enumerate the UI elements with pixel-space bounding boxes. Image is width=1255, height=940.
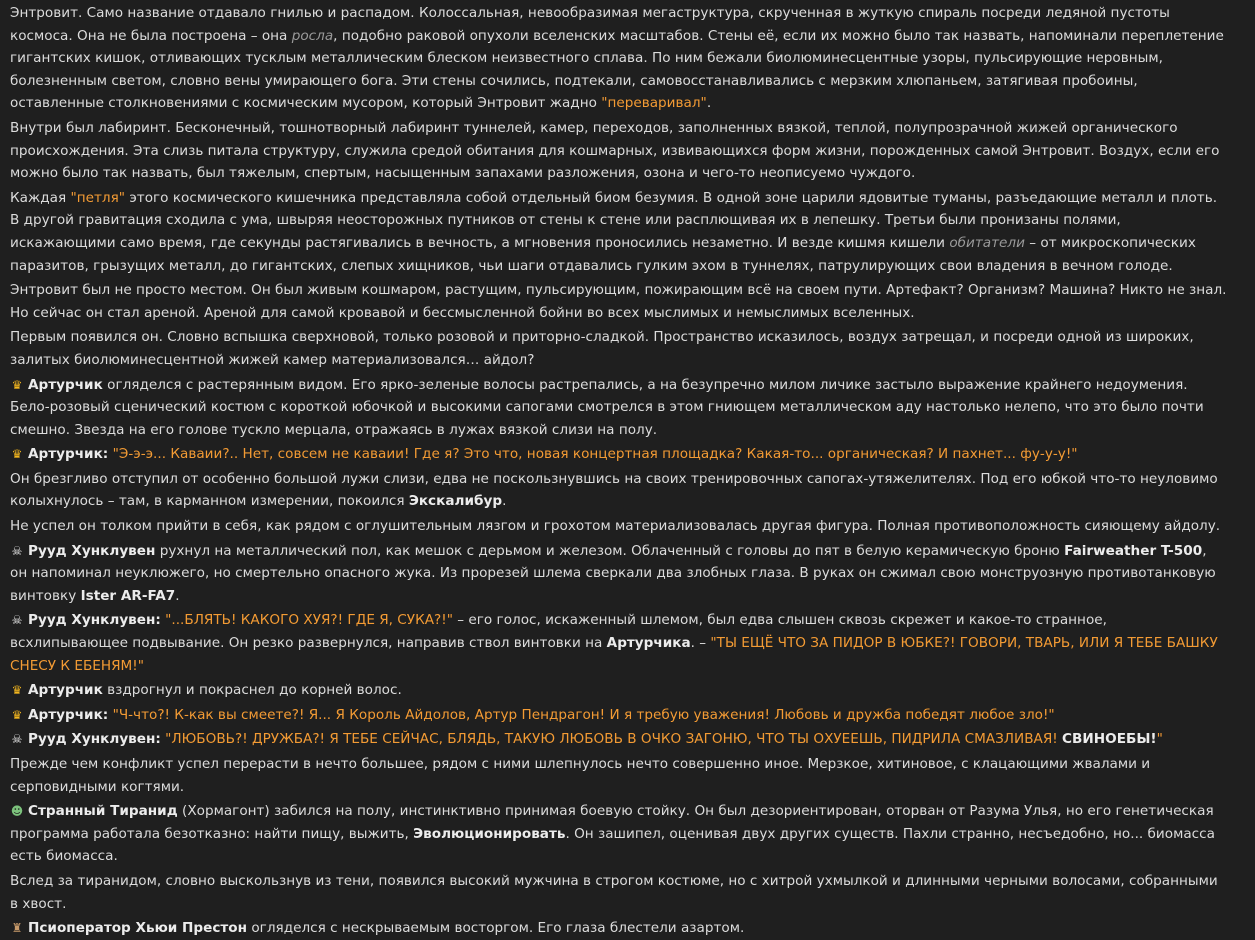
text-segment: . [502,493,507,510]
alien-icon: ☻ [10,804,24,819]
text-segment: . – [690,635,711,652]
bold-text: Эволюционировать [413,825,566,842]
story-paragraph [10,279,1228,324]
text-segment: – от микроскопических паразитов, грызущих металл, до гигантских, слепых хищников, чьи шаги отдавались гулким эхом в туннелях, патрулирующих свои владения в вечном голоде. [10,234,1196,274]
quote-text: "Э-э-э... Каваии?.. Нет, совсем не каваии! Где я? Это что, новая концертная площадка? Какая-то... органическая? И пахнет... фу-у-у!" [112,446,1078,463]
story-paragraph [10,704,1228,727]
text-segment: – его голос, искаженный шлемом, был едва слышен сквозь скрежет и какое-то странное, всхлипывающее подвывание. Он резко развернулся, направив ствол винтовки на [10,612,1107,652]
text-segment: огляделся с растерянным видом. Его ярко-зеленые волосы растрепались, а на безупречно милом личике застыло выражение крайнего недоумения. Бело-розовый сценический костюм с короткой юбочкой и высокими сапогами смотрелся в этом гниющем металлическом аду настолько нелепо, что это было почти смешно. Звезда на его голове тускло мерцала, отражаясь в лужах вязкой слизи на полу. [10,376,1204,438]
quote-text: "Ч-что?! К-как вы смеете?! Я... Я Король Айдолов, Артур Пендрагон! И я требую уважения! Любовь и дружба победят любое зло!" [112,706,1055,723]
story-paragraph [10,117,1228,185]
bold-text: Артурчик: [28,446,109,463]
crown-icon: ♛ [11,707,23,722]
text-segment: Внутри был лабиринт. Бесконечный, тошнотворный лабиринт туннелей, камер, переходов, заполненных вязкой, теплой, полупрозрачной жижей органического происхождения. Эта слизь питала структуру, служила средой обитания для кошмарных, извивающихся форм жизни, порожденных самой Энтровит. Воздух, если его можно было так назвать, был тяжелым, спертым, насыщенным запахами разложения, озона и чего-то неописуемо чуждого. [10,119,1220,182]
text-segment: Не успел он толком прийти в себя, как рядом с оглушительным лязгом и грохотом материализовалась другая фигура. Полная противоположность сияющему айдолу. [10,518,1221,535]
quote-text: "петля" [70,189,126,206]
quote-text: СВИНОЕБЫ! [1062,731,1157,748]
detective-icon: ♜ [11,921,23,936]
crown-icon: ♛ [11,447,23,462]
text-segment: . [706,95,712,112]
text-segment: Каждая [10,189,71,206]
story-paragraph [10,515,1228,538]
story-paragraph [10,540,1228,608]
story-paragraph [10,187,1228,277]
story-paragraph [10,443,1228,466]
quote-text: " [1156,731,1163,748]
story-paragraph [10,917,1228,940]
story-paragraph [10,609,1228,677]
bold-text: Рууд Хунклувен: [28,612,161,629]
text-segment: Прежде чем конфликт успел перерасти в нечто большее, рядом с ними шлепнулось нечто совершенно иное. Мерзкое, хитиновое, с клацающими жвалами и серповидными когтями. [10,756,1151,795]
skull-icon: ☠ [11,732,23,747]
story-paragraph [10,468,1228,513]
story-paragraph [10,2,1228,115]
skull-icon: ☠ [11,543,23,558]
text-segment: Он брезгливо отступил от особенно большой лужи слизи, едва не поскользнувшись на своих тренировочных сапогах-утяжелителях. Под его юбкой что-то неуловимо колыхнулось – там, в карманном измерении, покоился [10,470,1218,510]
story-paragraph [10,800,1228,868]
quote-text: "ЛЮБОВЬ?! ДРУЖБА?! Я ТЕБЕ СЕЙЧАС, БЛЯДЬ, ТАКУЮ ЛЮБОВЬ В ОЧКО ЗАГОНЮ, ЧТО ТЫ ОХУЕЕШЬ, ПИДРИЛА СМАЗЛИВАЯ! [165,731,1063,748]
quote-text: "ТЫ ЕЩЁ ЧТО ЗА ПИДОР В ЮБКЕ?! ГОВОРИ, ТВАРЬ, ИЛИ Я ТЕБЕ БАШКУ СНЕСУ К ЕБЕНЯМ!" [10,635,1218,674]
bold-text: Артурчика [606,635,691,652]
story-paragraph [10,753,1228,798]
crown-icon: ♛ [11,377,23,392]
bold-text: Ister AR-FA7 [80,587,176,604]
bold-text: Артурчик: [28,706,109,723]
story-paragraph [10,679,1228,702]
text-segment: этого космического кишечника представляла собой отдельный биом безумия. В одной зоне царили ядовитые туманы, разъедающие металл и плоть. В другой гравитация сходила с ума, швыряя неосторожных путников от стены к стене или расплющивая их в лепешку. Третьи были пронизаны полями, искажающими само время, где секунды растягивались в вечность, а мгновения проносились незаметно. И везде кишмя кишели [10,189,1218,251]
bold-text: Странный Тиранид [28,803,178,820]
text-segment: Первым появился он. Словно вспышка сверхновой, только розовой и приторно-сладкой. Пространство исказилось, воздух затрещал, и посреди одной из широких, залитых биолюминесцентной жижей камер материализовался… айдол? [10,329,1194,368]
italic-text: росла [291,27,334,44]
story-paragraph [10,374,1228,442]
story-paragraph [10,870,1228,915]
text-segment: Вслед за тиранидом, словно выскользнув из тени, появился высокий мужчина в строгом костюме, но с хитрой ухмылкой и длинными черными волосами, собранными в хвост. [10,872,1218,912]
crown-icon: ♛ [11,683,23,698]
skull-icon: ☠ [11,613,23,628]
text-segment: Энтровит. Само название отдавало гнилью и распадом. Колоссальная, невообразимая мегаструктура, скрученная в жуткую спираль посреди ледяной пустоты космоса. Она не была построена – она [10,5,1170,44]
story-paragraph [10,728,1228,751]
bold-text: Рууд Хунклувен [28,542,156,559]
text-segment: рухнул на металлический пол, как мешок с дерьмом и железом. Облаченный с головы до пят в белую керамическую броню [155,542,1065,559]
text-segment: Энтровит был не просто местом. Он был живым кошмаром, растущим, пульсирующим, пожирающим всё на своем пути. Артефакт? Организм? Машина? Никто не знал. Но сейчас он стал ареной. Ареной для самой кровавой и бессмысленной бойни во всех мыслимых и немыслимых вселенных. [10,282,1227,321]
text-segment: (Хормагонт) забился на полу, инстинктивно принимая боевую стойку. Он был дезориентирован, оторван от Разума Улья, но его генетическая программа работала безотказно: найти пищу, выжить, [10,803,1214,842]
text-segment: . [175,587,180,604]
story-paragraph [10,326,1228,371]
text-segment: , он напоминал неуклюжего, но смертельно опасного жука. Из прорезей шлема сверкали два злобных глаза. В руках он сжимал свою монструозную противотанковую винтовку [10,542,1216,604]
quote-text: "переваривал" [601,95,707,112]
italic-text: обитатели [949,234,1025,251]
bold-text: Экскалибур [408,493,503,510]
bold-text: Fairweather T-500 [1064,542,1203,559]
text-segment: , подобно раковой опухоли вселенских масштабов. Стены её, если их можно было так назвать, напоминали переплетение гигантских кишок, отливающих тусклым металлическим блеском неизвестного сплава. По ним бежали биолюминесцентные узоры, пульсирующие неровным, болезненным светом, словно вены умирающего бога. Эти стены сочились, подтекали, самовосстанавливались с мерзким хлюпаньем, затягивая пробоины, оставленные столкновениями с космическим мусором, который Энтровит жадно [10,27,1224,112]
quote-text: "...БЛЯТЬ! КАКОГО ХУЯ?! ГДЕ Я, СУКА?!" [165,612,453,629]
text-segment: . Он зашипел, оценивая двух других существ. Пахли странно, несъедобно, но... биомасса есть биомасса. [10,825,1215,865]
text-segment: огляделся с нескрываемым восторгом. Его глаза блестели азартом. [247,920,745,937]
bold-text: Артурчик [28,682,103,699]
bold-text: Псиоператор Хьюи Престон [28,920,248,937]
text-segment: вздрогнул и покраснел до корней волос. [102,682,402,699]
bold-text: Артурчик [28,376,103,393]
bold-text: Рууд Хунклувен: [28,731,161,748]
